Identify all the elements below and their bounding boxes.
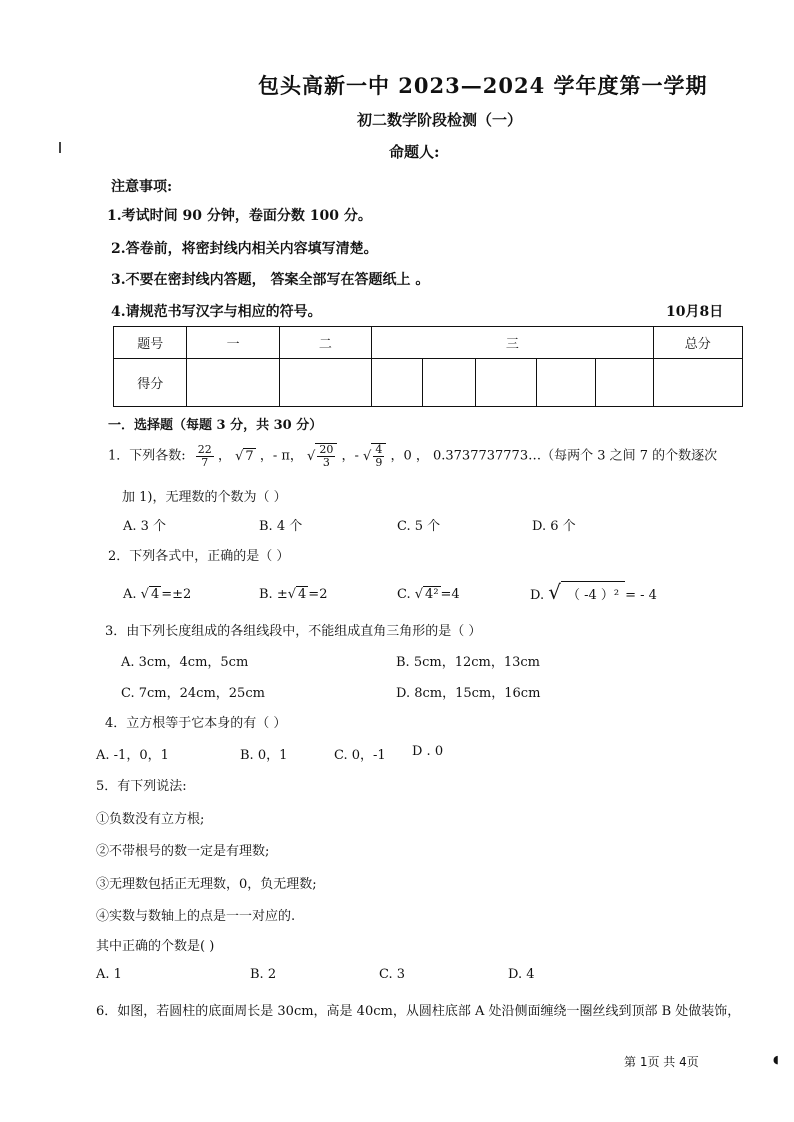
q1-lead: 1．下列各数: <box>108 448 186 464</box>
scan-mark-left <box>59 142 61 153</box>
q5-statement-2: ②不带根号的数一定是有理数; <box>96 844 270 859</box>
page-number: 第 1页 共 4页 <box>624 1055 699 1069</box>
note-item-1: 1.考试时间 90 分钟，卷面分数 100 分。 <box>107 208 372 224</box>
q3-option-a: A. 3cm，4cm，5cm <box>121 655 249 670</box>
q5-option-d: D. 4 <box>508 967 535 982</box>
score-cell <box>536 359 595 407</box>
q1-fraction-22-7: $\frac{22}{7}$ <box>197 442 212 469</box>
note-item-4: 4.请规范书写汉字与相应的符号。 <box>111 304 322 320</box>
scan-mark-right: ◖ <box>773 1053 779 1066</box>
q3-option-d: D. 8cm，15cm，16cm <box>396 686 541 701</box>
q1-sqrt-4-9: √ $\frac{4}{9}$ <box>363 443 386 469</box>
score-cell <box>372 359 423 407</box>
question-3-stem: 3．由下列长度组成的各组线段中，不能组成直角三角形的是（ ） <box>105 624 482 639</box>
question-5-stem: 5．有下列说法: <box>96 779 187 794</box>
q1-option-c: C. 5 个 <box>397 519 441 534</box>
q2-option-a: A. √ 4 =±2 <box>123 587 192 602</box>
q2-option-b: B. ±√ 4 =2 <box>259 587 328 602</box>
q2-option-d: D. √ （ -4 ）² = - 4 <box>530 580 657 604</box>
q1-sqrt-20-3: √ $\frac{20}{3}$ <box>307 443 337 469</box>
score-cell <box>653 359 742 407</box>
q4-option-d: D . 0 <box>412 744 444 759</box>
q1-option-b: B. 4 个 <box>259 519 303 534</box>
score-cell <box>279 359 371 407</box>
page-subtitle: 初二数学阶段检测（一） <box>357 111 523 129</box>
q5-statement-4: ④实数与数轴上的点是一一对应的. <box>96 909 296 924</box>
q5-option-c: C. 3 <box>379 967 406 982</box>
q5-option-a: A. 1 <box>96 967 122 982</box>
score-cell <box>476 359 536 407</box>
question-6-stem: 6．如图，若圆柱的底面周长是 30cm，高是 40cm，从圆柱底部 A 处沿侧面缠绕一圈丝线到顶部 B 处做装饰， <box>96 1004 741 1019</box>
page-title: 包头高新一中 2023—2024 学年度第一学期 <box>258 73 708 98</box>
score-header-label: 题号 <box>114 327 187 359</box>
q2-option-c: C. √ 4² =4 <box>397 587 460 602</box>
q5-question: 其中正确的个数是( ) <box>96 939 215 954</box>
question-2-stem: 2．下列各式中，正确的是（ ） <box>108 549 290 564</box>
q5-statement-3: ③无理数包括正无理数，0，负无理数; <box>96 877 317 892</box>
score-table <box>113 326 743 407</box>
question-4-stem: 4．立方根等于它本身的有（ ） <box>105 716 287 731</box>
q1-option-a: A. 3 个 <box>123 519 167 534</box>
q1-option-d: D. 6 个 <box>532 519 576 534</box>
score-header-3: 三 <box>372 327 654 359</box>
score-header-2: 二 <box>279 327 371 359</box>
score-cell <box>422 359 476 407</box>
exam-date: 10月8日 <box>666 304 724 320</box>
q5-option-b: B. 2 <box>250 967 277 982</box>
score-header-total: 总分 <box>653 327 742 359</box>
q3-option-c: C. 7cm，24cm，25cm <box>121 686 265 701</box>
q4-option-a: A. -1，0，1 <box>96 748 169 763</box>
score-row-label: 得分 <box>114 359 187 407</box>
q4-option-c: C. 0，-1 <box>334 748 386 763</box>
notes-heading: 注意事项: <box>111 179 173 195</box>
note-item-3: 3.不要在密封线内答题， 答案全部写在答题纸上 。 <box>111 272 430 288</box>
author-label: 命题人: <box>389 143 440 161</box>
q5-statement-1: ①负数没有立方根; <box>96 812 205 827</box>
section-heading: 一．选择题（每题 3 分，共 30 分） <box>108 418 323 433</box>
score-cell <box>596 359 654 407</box>
score-header-1: 一 <box>187 327 279 359</box>
q4-option-b: B. 0，1 <box>240 748 288 763</box>
q3-option-b: B. 5cm，12cm，13cm <box>396 655 540 670</box>
question-1-line-2: 加 1)，无理数的个数为（ ） <box>122 490 287 505</box>
question-1-line-1: 1．下列各数: $\frac{22}{7}$ ， √ 7 ，- π， √ $\frac{20}{3}$ ，- √ $\frac{4}{9}$ ，0 ， 0.3737737773…（每两个 3 之间 7 的个数逐次 <box>108 442 718 469</box>
note-item-2: 2.答卷前，将密封线内相关内容填写清楚。 <box>111 241 378 257</box>
q1-sqrt-7: √ 7 <box>235 449 254 464</box>
score-cell <box>187 359 279 407</box>
